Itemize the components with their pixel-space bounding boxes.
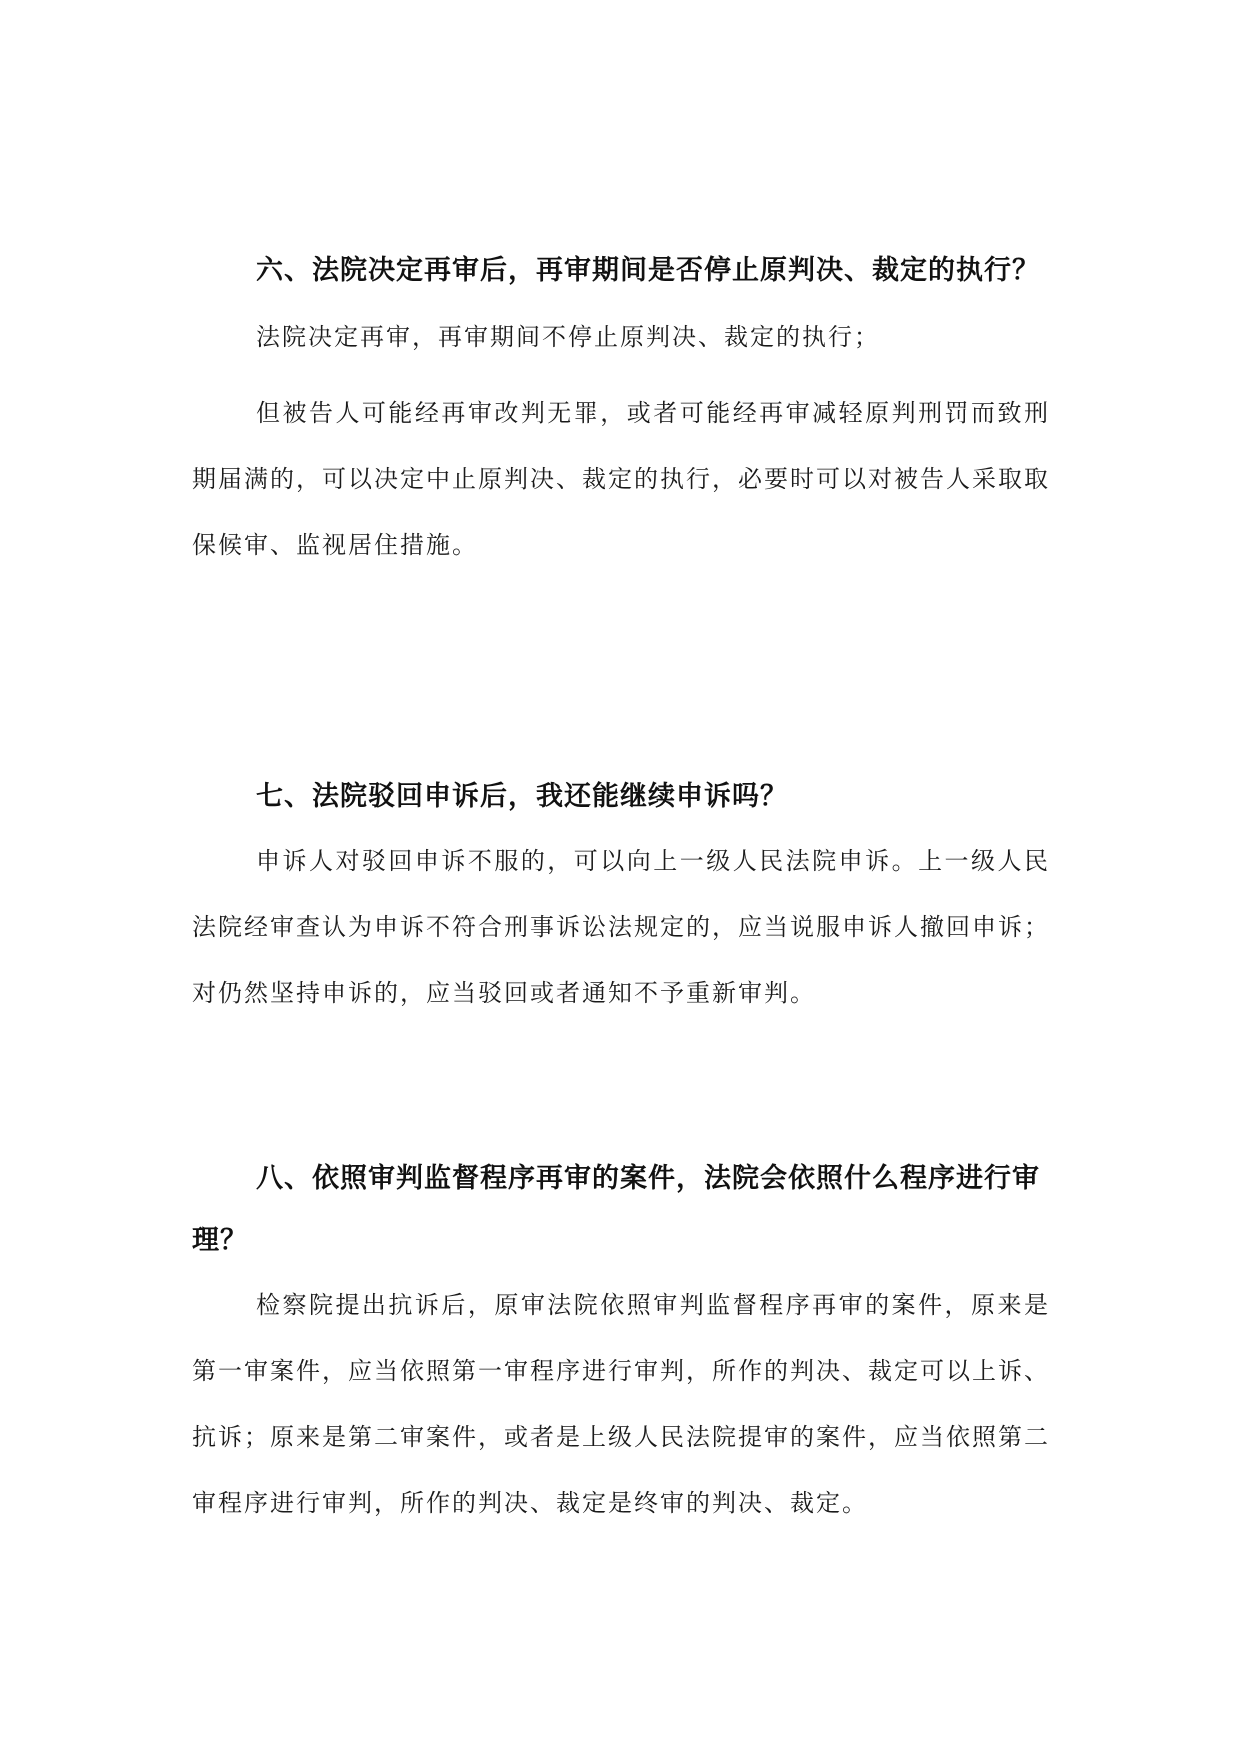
section-6-paragraph-1: 法院决定再审，再审期间不停止原判决、裁定的执行； (256, 323, 880, 351)
section-8-heading: 八、依照审判监督程序再审的案件，法院会依照什么程序进行审理？ (192, 1163, 1040, 1256)
section-8-paragraph-1: 检察院提出抗诉后，原审法院依照审判监督程序再审的案件，原来是第一审案件，应当依照第一审程序进行审判，所作的判决、裁定可以上诉、抗诉；原来是第二审案件，或者是上级人民法院提审的案件，应当依照第二审程序进行审判，所作的判决、裁定是终审的判决、裁定。 (192, 1291, 1050, 1517)
section-6-heading: 六、法院决定再审后，再审期间是否停止原判决、裁定的执行？ (256, 255, 1040, 286)
section-7-paragraph-1: 申诉人对驳回申诉不服的，可以向上一级人民法院申诉。上一级人民法院经审查认为申诉不符合刑事诉讼法规定的，应当说服申诉人撤回申诉；对仍然坚持申诉的，应当驳回或者通知不予重新审判。 (192, 847, 1050, 1007)
section-8 (192, 1148, 1050, 1536)
section-7-heading: 七、法院驳回申诉后，我还能继续申诉吗？ (256, 781, 788, 812)
section-7 (192, 766, 1050, 1026)
section-6 (192, 240, 1050, 578)
section-6-paragraph-2: 但被告人可能经再审改判无罪，或者可能经再审减轻原判刑罚而致刑期届满的，可以决定中止原判决、裁定的执行，必要时可以对被告人采取取保候审、监视居住措施。 (192, 399, 1050, 559)
